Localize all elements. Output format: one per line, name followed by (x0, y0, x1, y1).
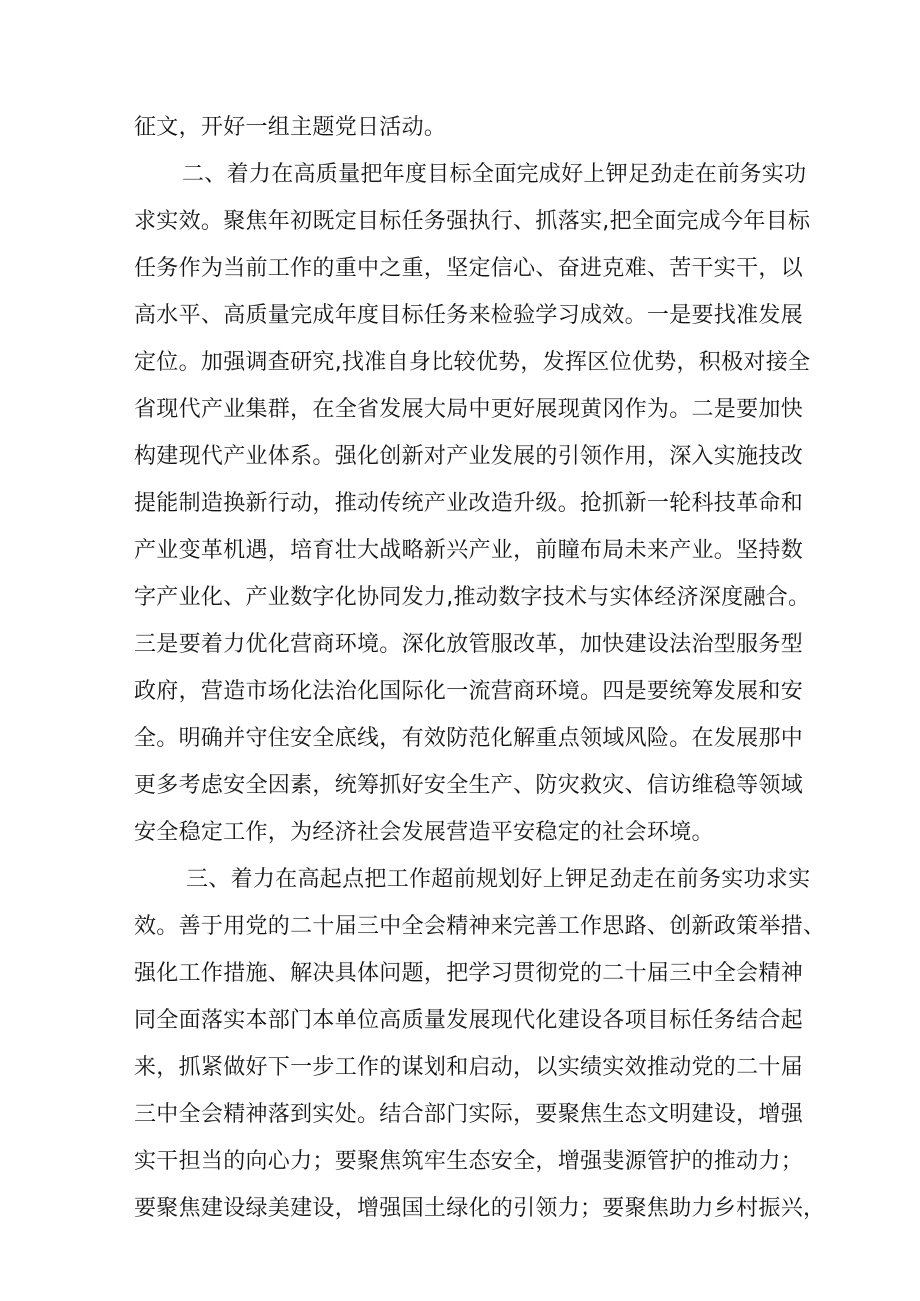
text-line-6: 定位。加强调查研究,找准自身比较优势，发挥区位优势，积极对接全 (134, 350, 811, 375)
text-line-20: 同全面落实本部门本单位高质量发展现代化建设各项目标任务结合起 (134, 1008, 804, 1033)
text-line-21: 来，抓紧做好下一步工作的谋划和启动，以实绩实效推动党的二十届 (134, 1055, 804, 1080)
text-line-22: 三中全会精神落到实处。结合部门实际，要聚焦生态文明建设，增强 (134, 1102, 804, 1127)
text-line-23: 实干担当的向心力；要聚焦筑牢生态安全，增强斐源管护的推动力； (134, 1149, 804, 1174)
text-line-8: 构建现代产业体系。强化创新对产业发展的引领作用，深入实施技改 (134, 444, 804, 469)
text-line-24: 要聚焦建设绿美建设，增强国土绿化的引领力；要聚焦助力乡村振兴， (134, 1196, 826, 1221)
text-line-11: 字产业化、产业数字化协同发力,推动数字技术与实体经济深度融合。 (134, 585, 811, 610)
text-line-12: 三是要着力优化营商环境。深化放管服改革，加快建设法治型服务型 (134, 632, 804, 657)
text-line-19: 强化工作措施、解决具体问题，把学习贯彻党的二十届三中全会精神 (134, 961, 804, 986)
text-line-14: 全。明确并守住安全底线，有效防范化解重点领域风险。在发展那中 (134, 726, 804, 751)
text-line-10: 产业变革机遇，培育壮大战略新兴产业，前瞳布局未来产业。坚持数 (134, 538, 804, 563)
text-line-16: 安全稳定工作，为经济社会发展营造平安稳定的社会环境。 (134, 820, 714, 845)
text-line-18: 效。善于用党的二十届三中全会精神来完善工作思路、创新政策举措、 (134, 914, 826, 939)
text-line-3: 求实效。聚焦年初既定目标任务强执行、抓落实,把全面完成今年目标 (134, 209, 811, 234)
text-line-1: 征文，开好一组主题党日活动。 (134, 115, 447, 140)
text-line-7: 省现代产业集群，在全省发展大局中更好展现黄冈作为。二是要加快 (134, 397, 804, 422)
text-line-4: 任务作为当前工作的重中之重，坚定信心、奋进克难、苦干实干，以 (134, 256, 804, 281)
text-line-15: 更多考虑安全因素，统筹抓好安全生产、防灾救灾、信访维稳等领域 (134, 773, 804, 798)
section-two-heading-line: 二、着力在高质量把年度目标全面完成好上钾足劲走在前务实功 (182, 162, 807, 187)
section-three-heading-line: 三、着力在高起点把工作超前规划好上钾足劲走在前务实功求实 (186, 867, 811, 892)
text-line-9: 提能制造换新行动，推动传统产业改造升级。抢抓新一轮科技革命和 (134, 491, 804, 516)
text-line-5: 高水平、高质量完成年度目标任务来检验学习成效。一是要找准发展 (134, 303, 804, 328)
text-line-13: 政府，营造市场化法治化国际化一流营商环境。四是要统筹发展和安 (134, 679, 804, 704)
